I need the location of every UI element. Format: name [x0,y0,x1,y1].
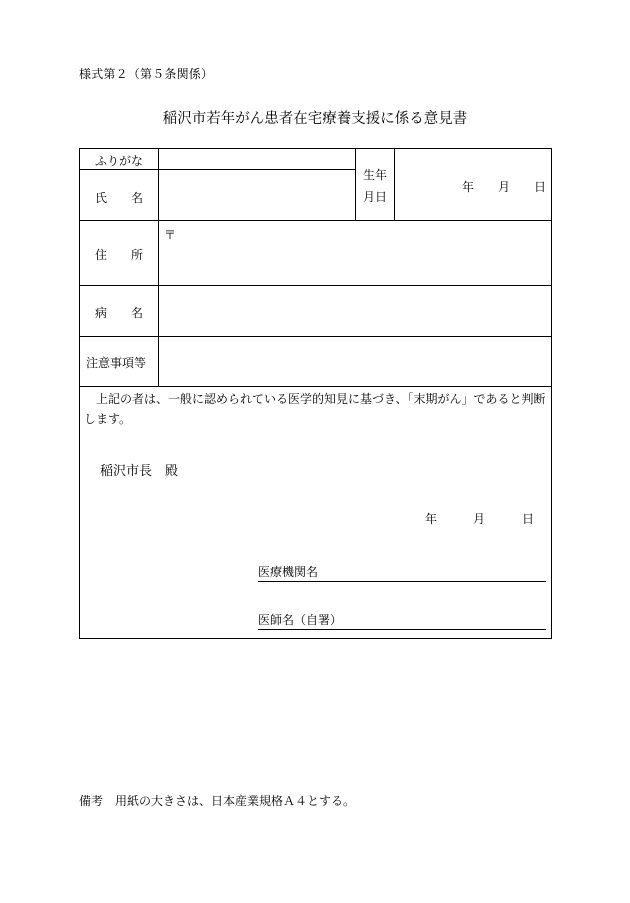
doctor-label: 医師名（自署） [258,613,343,627]
birthdate-label-line2: 月日 [363,190,388,204]
statement-date-year-label: 年 [425,512,438,526]
diagnosis-statement: 上記の者は、一般に認められている医学的知見に基づき、「末期がん」であると判断します。 [84,392,546,426]
opinion-form-table [79,148,552,639]
statement-date-month-label: 月 [473,512,486,526]
birthdate-field[interactable] [395,149,551,220]
birthdate-month-label: 月 [498,180,511,194]
doctor-signature-line[interactable] [258,611,546,630]
name-label-char-2: 名 [130,191,143,205]
birthdate-day-label: 日 [534,180,547,194]
row-divider-notes [80,386,551,387]
institution-label: 医療機関名 [258,565,319,579]
form-number: 様式第２（第５条関係） [79,67,214,81]
institution-signature-line[interactable] [258,563,546,582]
furigana-label: ふりがな [95,154,144,168]
address-label-char-1: 住 [95,248,108,262]
name-label [95,189,143,206]
disease-label [95,304,143,321]
address-field[interactable] [159,221,551,285]
postal-mark: 〒 [164,228,177,242]
name-field[interactable] [159,170,355,220]
paper-size-note: 備考 用紙の大きさは、日本産業規格Ａ４とする。 [79,794,356,808]
statement-date-day-label: 日 [522,512,535,526]
birthdate-label-left-divider [355,149,356,220]
name-label-char-1: 氏 [95,191,108,205]
disease-field[interactable] [159,286,551,336]
address-label [95,246,143,263]
birthdate-year-label: 年 [462,180,475,194]
birthdate-label-line1: 生年 [363,168,388,182]
disease-label-char-2: 名 [130,306,143,320]
addressee: 稲沢市長 殿 [100,464,179,479]
notes-field[interactable] [159,337,551,386]
disease-label-char-1: 病 [95,306,108,320]
address-label-char-2: 所 [130,248,143,262]
document-title: 稲沢市若年がん患者在宅療養支援に係る意見書 [162,111,468,127]
notes-label: 注意事項等 [86,356,147,370]
furigana-field[interactable] [159,149,355,169]
